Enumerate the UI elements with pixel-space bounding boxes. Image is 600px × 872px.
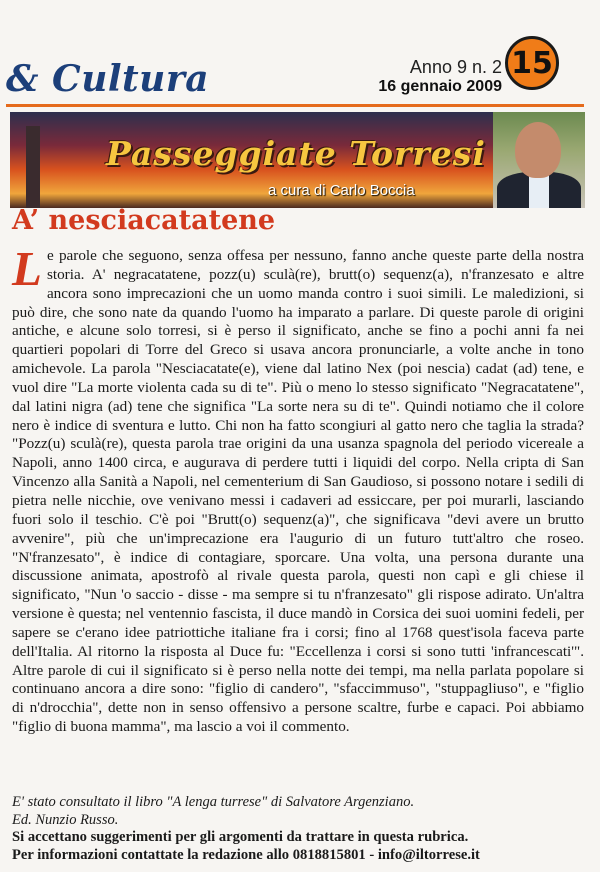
footer-contact: Per informazioni contattate la redazione allo 0818815801 - info@iltorrese.it <box>12 847 480 863</box>
author-photo <box>493 112 585 208</box>
section-title: & Cultura <box>6 58 210 100</box>
vesuvius-tower-illustration <box>26 126 40 208</box>
column-credit: a cura di Carlo Boccia <box>268 182 415 199</box>
drop-cap: L <box>12 241 42 296</box>
reference-line: E' stato consultato il libro "A lenga turrese" di Salvatore Argenziano. <box>12 794 415 810</box>
footer-suggestions: Si accettano suggerimenti per gli argomenti da trattare in questa rubrica. <box>12 829 469 845</box>
article-text: e parole che seguono, senza offesa per nessuno, fanno anche queste parte della nostra storia. A' negracatatene, pozz(u) sculà(re), brutt(o) sequenz(a), n'franzesato e altre ancora sono imprecazioni che un uomo manda contro i suoi simili. Le maledizioni, si può dire, che sono nate da quando l'uomo ha imparato a parlare. Di queste parole di origini antiche, e alcune solo torresi, si è perso il significato, anche se fino a pochi anni fa nei quartieri popolari di Torre del Greco si usava ancora pronunciarle, a volte anche in tono amichevole. La parola "Nesciacatate(e), viene dal latino Nex (poi nescia) cadat (ad) tene, e vuol dire "La morte violenta cada su di te". Più o meno lo stesso significato "Negracatatene", dal latini nigra (ad) tene che significa "La sorte nera su di te". Quindi notiamo che il colore nero è indice di sventura e lutto. Chi non ha fatto scongiuri al gatto nero che taglia la strada? "Pozz(u) sculà(re), questa parola trae origini da una usanza spagnola del periodo vicereale a Napoli, anno 1400 circa, e auguravа di perdere tutti i liquidi del corpo. Nella cripta di San Vincenzo alla Sanità a Napoli, nel cementerium di San Gaudioso, si possono notare i sedili di pietra nelle nicchie, ove venivano messi i cadaveri ad essiccare, per poi murarli, lasciando fuori solo il teschio. C'è poi "Brutt(o) sequenz(a)", che significava "devi avere un brutto avvenire", più che un'imprecazione era l'augurio di un futuro tutt'altro che roseo. "N'franzesato", è indice di contagiare, sporcare. Una volta, una persona durante una discussione animata, apostrofò al rivale questa parola, questi non capì e gli chiese il significato, "Nun 'o saccio - disse - ma sempre si tu n'franzesato" gli rispose adirato. Un'altra versione è questa; nel ventennio fascista, il duce mandò in Corsica dei suoi uomini fedeli, per sapere se c'erano idee patriottiche italiane fra i corsi; fino al 1768 quest'isola faceva parte dell'Italia. Al ritorno la risposta al Duce fu: "Eccellenza i corsi si sono tutti 'infrancescati'". Altre parole di cui il significato si è perso nella notte dei tempi, ma nella parlata popolare si continuano ancora a dire sono: "figlio di candero", "sfaccimmuso", "stuppagliuso", e "figlio di n'drocchia", dette non in senso offensivo a persone scaltre, furbe e capaci. Poi abbiamo "figlio di buona mamma", ma lascio a voi il commento. <box>12 247 584 736</box>
article-reference <box>12 793 414 829</box>
issue-date: 16 gennaio 2009 <box>378 78 502 95</box>
page-number-badge: 15 <box>505 36 559 90</box>
issue-number: Anno 9 n. 2 <box>409 57 502 77</box>
header-rule <box>6 104 584 107</box>
article-title: A’ nesciacatatene <box>12 205 276 236</box>
author-head <box>515 122 561 178</box>
column-banner <box>10 112 585 208</box>
column-title: Passeggiate Torresi <box>106 134 486 173</box>
issue-info <box>378 57 502 97</box>
footer-note <box>12 828 587 864</box>
article-body <box>12 241 584 737</box>
publisher-line: Ed. Nunzio Russo. <box>12 812 119 828</box>
author-shirt <box>529 174 549 208</box>
